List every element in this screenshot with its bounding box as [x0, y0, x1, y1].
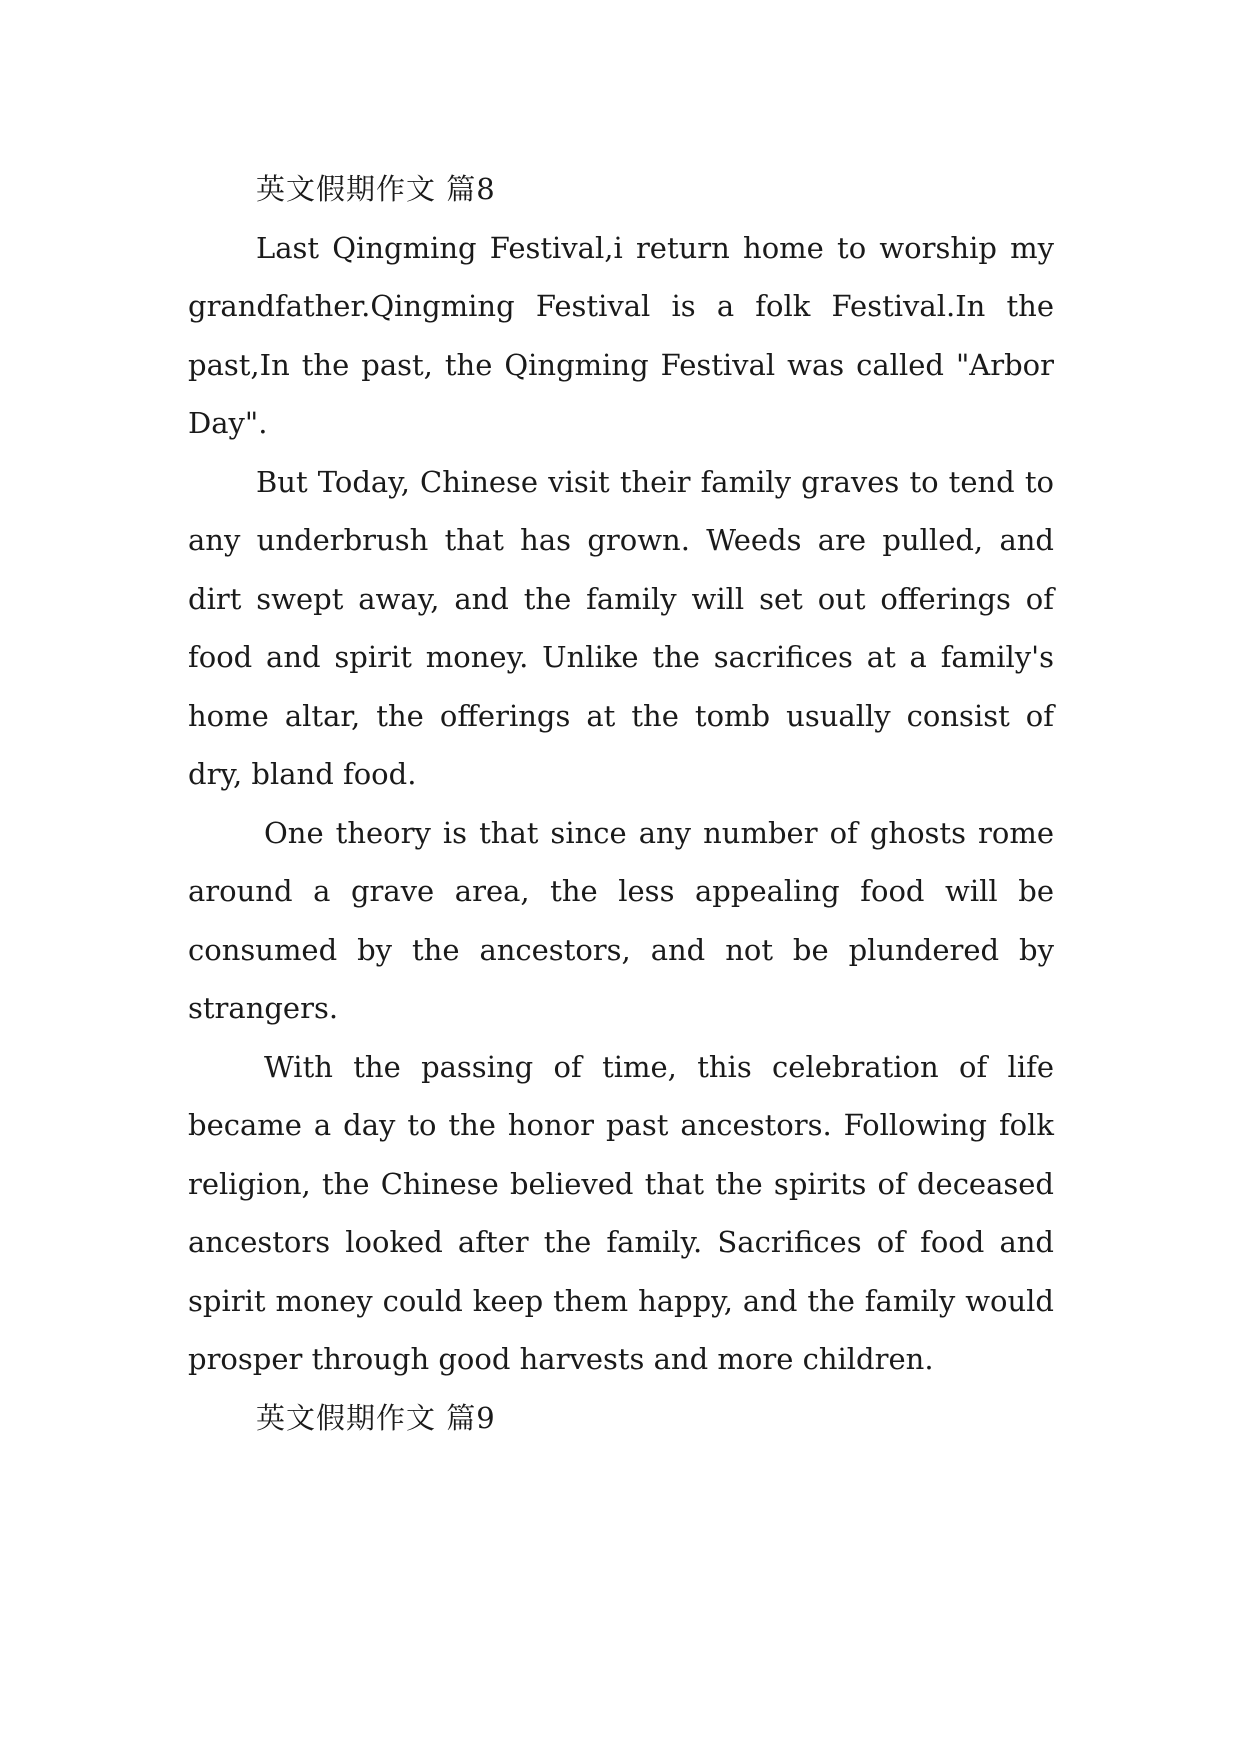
paragraph: One theory is that since any number of ghosts rome around a grave area, the less appealing food will be consumed by the ancestors, and not be plundered by strangers.	[188, 815, 1054, 1025]
paragraph: But Today, Chinese visit their family graves to tend to any underbrush that has grown. Weeds are pulled, and dirt swept away, and the family will set out offerings of food and spirit money. Unlike the sacrifices at a family's home altar, the offerings at the tomb usually consist of dry, bland food.	[188, 464, 1054, 791]
paragraph: Last Qingming Festival,i return home to worship my grandfather.Qingming Festival is a folk Festival.In the past,In the past, the Qingming Festival was called "Arbor Day".	[188, 230, 1054, 440]
document-body	[188, 160, 1054, 1447]
section-heading-9: 英文假期作文 篇9	[256, 1400, 496, 1435]
paragraph: With the passing of time, this celebration of life became a day to the honor past ancestors. Following folk religion, the Chinese believed that the spirits of deceased ancestors looked after the family. Sacrifices of food and spirit money could keep them happy, and the family would prosper through good harvests and more children.	[188, 1049, 1054, 1376]
section-heading-8: 英文假期作文 篇8	[256, 172, 496, 206]
